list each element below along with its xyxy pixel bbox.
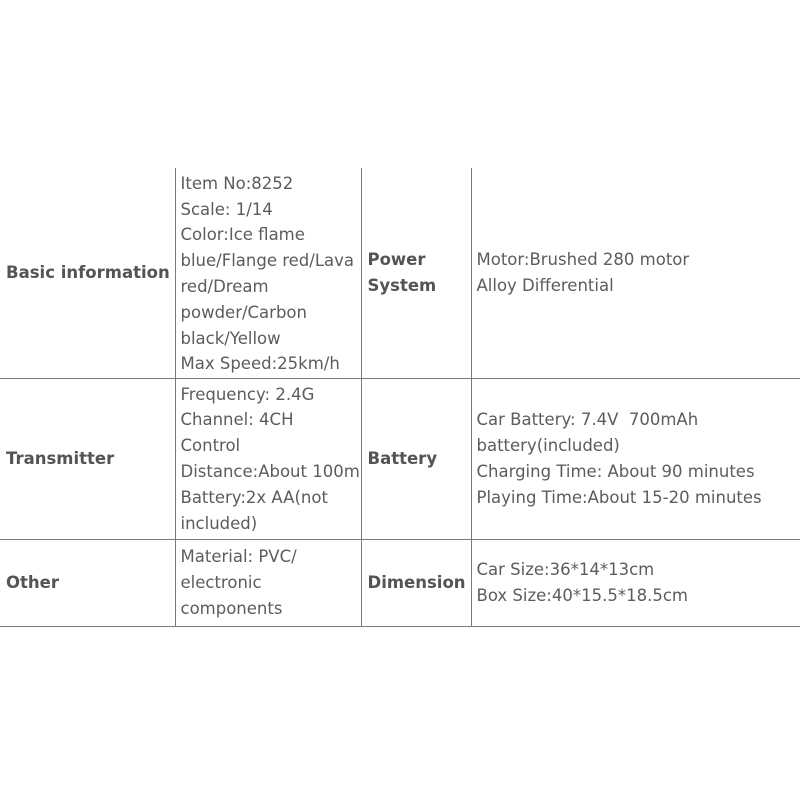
value-line: red/Dream (180, 277, 269, 296)
label-text: Transmitter (6, 449, 115, 468)
value-line: Alloy Differential (476, 276, 614, 295)
label-text: Dimension (367, 573, 466, 592)
table-row-transmitter (0, 379, 800, 540)
value-line: black/Yellow (180, 328, 281, 348)
value-line: Car Battery: 7.4V 700mAh (476, 410, 699, 430)
label-line: Power (367, 250, 426, 269)
value-transmitter (175, 379, 361, 540)
value-line: Car Size:36*14*13cm (476, 560, 655, 580)
label-power-system (361, 168, 471, 379)
value-line: components (180, 598, 283, 618)
value-line: Channel: 4CH (180, 410, 294, 430)
value-line: included) (180, 513, 258, 533)
label-text: Other (6, 573, 59, 592)
value-line: Color:Ice flame (180, 225, 305, 245)
value-line: Scale: 1/14 (180, 199, 273, 219)
value-line: Control (180, 436, 241, 456)
value-line: Playing Time:About 15-20 minutes (476, 487, 762, 507)
table-row-basic-information (0, 168, 800, 379)
value-battery (471, 379, 800, 540)
value-line: powder/Carbon (180, 302, 307, 322)
label-text: Basic information (6, 263, 170, 282)
value-line: Box Size:40*15.5*18.5cm (476, 586, 688, 605)
value-line: battery(included) (476, 436, 620, 456)
value-line: blue/Flange red/Lava (180, 251, 355, 271)
value-line: Distance:About 100m (180, 462, 360, 481)
value-line: Max Speed:25km/h (180, 354, 340, 374)
value-line: Battery:2x AA(not (180, 487, 328, 507)
label-transmitter (0, 379, 175, 540)
spec-table-body (0, 168, 800, 627)
value-line: Frequency: 2.4G (180, 384, 315, 404)
value-power-system (471, 168, 800, 379)
label-line: System (367, 276, 437, 295)
value-line: Material: PVC/ (180, 547, 297, 567)
value-basic-information (175, 168, 361, 379)
label-dimension (361, 540, 471, 627)
table-row-other (0, 540, 800, 627)
label-basic-information (0, 168, 175, 379)
value-line: Motor:Brushed 280 motor (476, 250, 690, 270)
value-line: Charging Time: About 90 minutes (476, 462, 755, 481)
value-dimension (471, 540, 800, 627)
value-other (175, 540, 361, 627)
value-line: Item No:8252 (180, 173, 294, 193)
spec-table (0, 168, 800, 627)
label-other (0, 540, 175, 627)
label-battery (361, 379, 471, 540)
label-text: Battery (367, 449, 438, 468)
value-line: electronic (180, 573, 262, 593)
